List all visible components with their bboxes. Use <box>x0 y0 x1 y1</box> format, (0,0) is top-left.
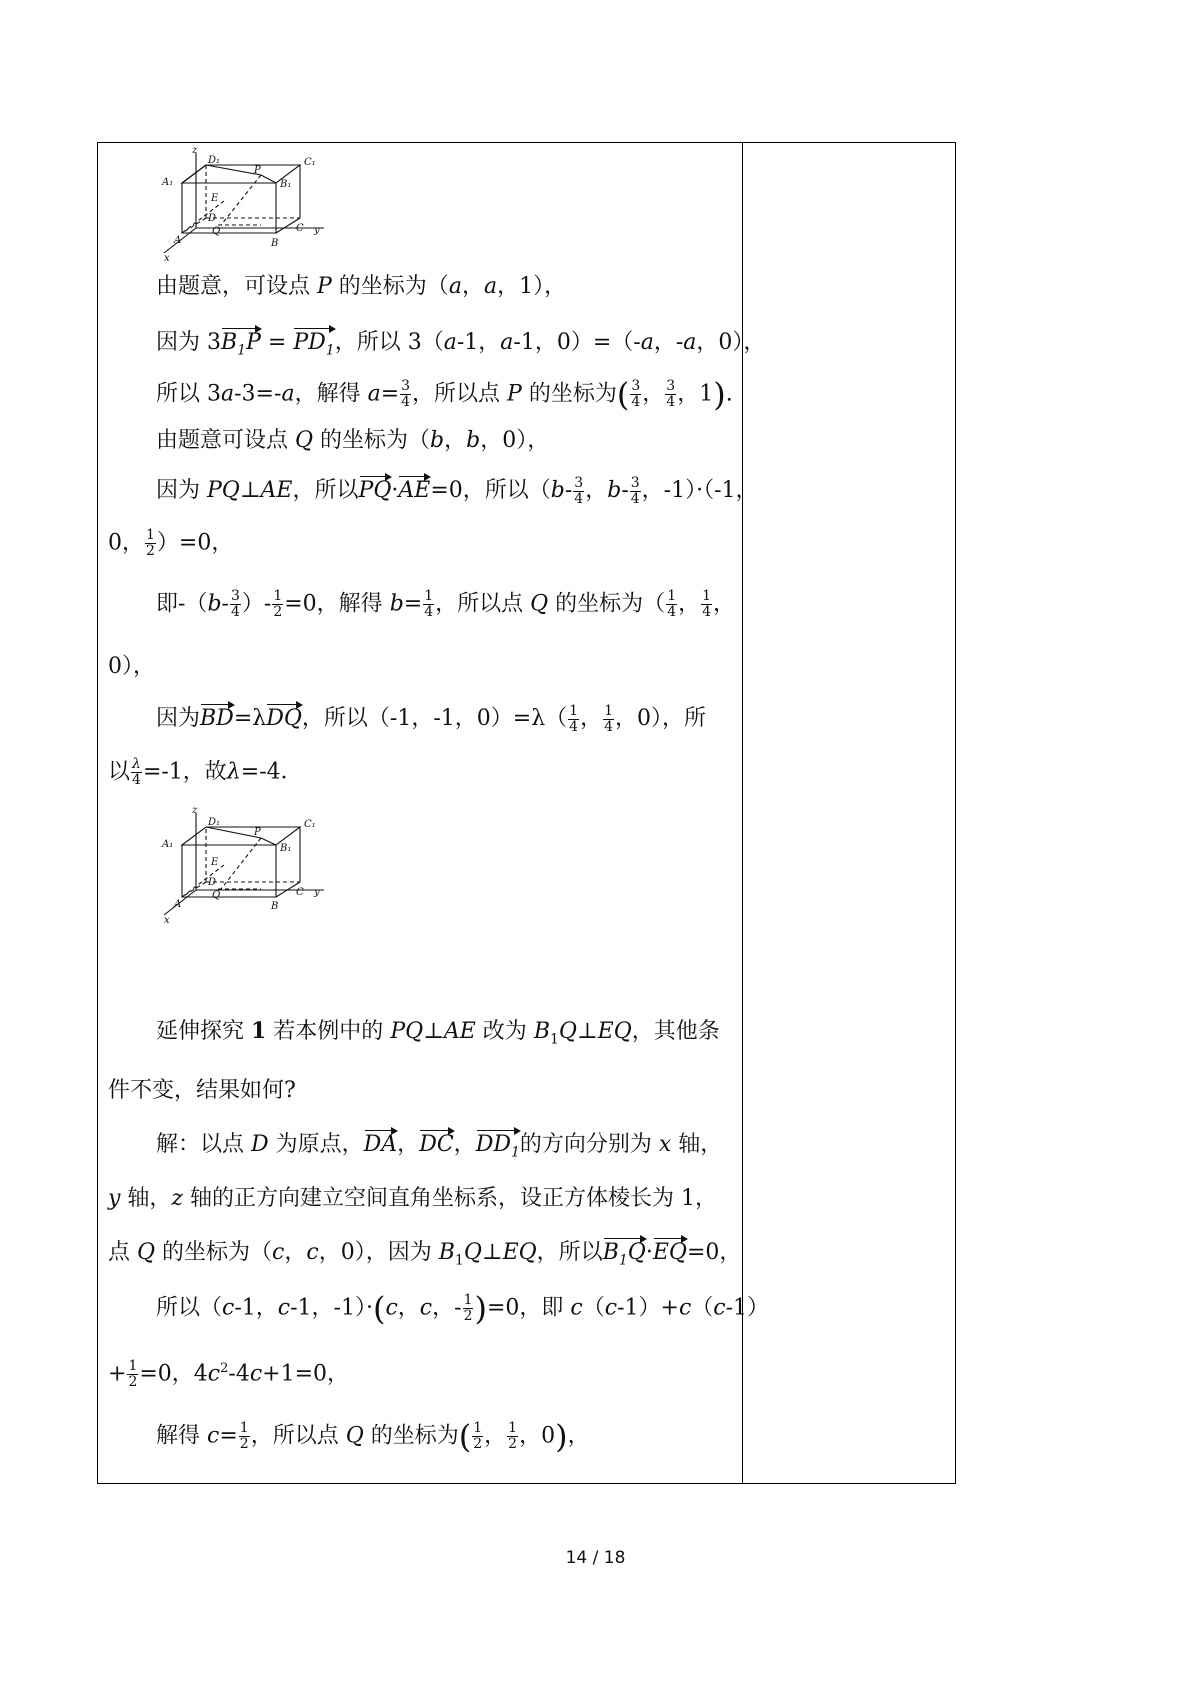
line-4: 由题意可设点 Q 的坐标为（b，b，0）， <box>156 428 550 453</box>
cube-diagram-1 <box>156 143 326 263</box>
label-P: P <box>254 165 261 176</box>
cube-figure-2 <box>156 805 326 925</box>
line-18: 解得 c= $\frac{1}{2}$ ，所以点 Q 的坐标为( $\frac{1}{2}$ ， $\frac{1}{2}$ ，0)， <box>156 1417 590 1456</box>
label-B1: B₁ <box>280 843 292 854</box>
line-6: 0， $\frac{1}{2}$ ）=0， <box>108 527 234 559</box>
content-cell <box>97 142 770 1484</box>
vector-DD1: $DD_1$ <box>476 1125 520 1166</box>
vector-DQ: DQ <box>266 699 302 733</box>
line-1: 由题意，可设点 P 的坐标为（a，a，1）， <box>156 274 567 299</box>
label-x: x <box>164 915 170 925</box>
line-10: 以 $\frac{\lambda}{4}$ =-1，故λ=-4． <box>108 756 303 788</box>
vector-AE: AE <box>398 471 430 505</box>
line-2: 因为 $3B_1P = PD_1$，所以 3（a-1，a-1，0）=（-a，-a，0）， <box>108 323 737 364</box>
label-A1: A₁ <box>162 177 174 188</box>
label-Q: Q <box>212 226 221 237</box>
vector-PQ: PQ <box>359 471 392 505</box>
vector-B1P: $B_1P$ <box>221 323 261 364</box>
label-B: B <box>271 238 279 249</box>
label-C1: C₁ <box>304 157 316 168</box>
line-13: 解：以点 D 为原点，DA，DC，$DD_1$的方向分别为 x 轴， <box>108 1125 737 1166</box>
label-A1: A₁ <box>162 839 174 850</box>
line-7: 即-（b- $\frac{3}{4}$ ）- $\frac{1}{2}$ =0，解得 b= $\frac{1}{4}$ ，所以点 Q 的坐标为（ $\frac{1}{4}$ ， $\frac{1}{4}$ ， <box>156 588 736 620</box>
vector-PD1: $PD_1$ <box>293 323 334 364</box>
vector-B1Q: $B_1Q$ <box>603 1233 646 1274</box>
vector-DA: DA <box>364 1125 398 1159</box>
line-12: 件不变，结果如何? <box>108 1078 296 1103</box>
label-D: D <box>208 213 217 224</box>
vector-DC: DC <box>419 1125 453 1159</box>
label-C: C <box>296 887 304 898</box>
label-B: B <box>271 901 279 912</box>
label-C1: C₁ <box>304 819 316 830</box>
label-A: A <box>174 899 182 910</box>
label-D1: D₁ <box>208 817 221 828</box>
label-C: C <box>296 223 304 234</box>
line-5: 因为 PQ⊥AE，所以PQ·AE=0，所以（b- $\frac{3}{4}$ ，b- $\frac{3}{4}$ ，-1）·（-1， <box>108 471 737 507</box>
label-E: E <box>211 193 219 204</box>
line-14: y 轴，z 轴的正方向建立空间直角坐标系，设正方体棱长为 1， <box>108 1186 718 1211</box>
line-8: 0）， <box>108 654 155 679</box>
label-y: y <box>314 225 320 236</box>
line-9: 因为BD=λDQ，所以（-1，-1，0）=λ（ $\frac{1}{4}$ ， $\frac{1}{4}$ ，0），所 <box>108 699 737 735</box>
label-y: y <box>314 887 320 898</box>
label-A: A <box>174 235 182 246</box>
line-16: 所以（c-1，c-1，-1）·(c，c，- $\frac{1}{2}$ )=0，即 c（c-1）+c（c-1） <box>156 1289 770 1328</box>
label-D: D <box>208 877 217 888</box>
label-E: E <box>211 857 219 868</box>
line-3: 所以 3a-3=-a，解得 a= $\frac{3}{4}$ ，所以点 P 的坐标为( $\frac{3}{4}$ ， $\frac{3}{4}$ ，1). <box>156 375 733 414</box>
label-B1: B₁ <box>280 179 292 190</box>
line-15: 点 Q 的坐标为（c，c，0），因为 $B_1Q\perp EQ$，所以$B_1Q\cdot EQ=0$， <box>108 1233 737 1274</box>
line-17: + $\frac{1}{2}$ =0，$4c^2-4c+1=0$， <box>108 1357 350 1390</box>
cube-figure-1 <box>156 143 326 263</box>
label-D1: D₁ <box>208 155 221 166</box>
label-z: z <box>192 805 198 816</box>
notes-cell <box>742 142 956 1484</box>
line-11: 延伸探究 1 若本例中的 PQ⊥AE 改为 $B_1Q\perp EQ$，其他条 <box>156 1018 720 1048</box>
vector-EQ: EQ <box>653 1233 687 1267</box>
label-P: P <box>254 827 261 838</box>
label-z: z <box>192 145 198 156</box>
cube-diagram-2 <box>156 805 326 925</box>
page-number: 14 / 18 <box>565 1548 626 1568</box>
vector-BD: BD <box>200 699 234 733</box>
label-Q: Q <box>212 890 221 901</box>
label-x: x <box>164 253 170 263</box>
